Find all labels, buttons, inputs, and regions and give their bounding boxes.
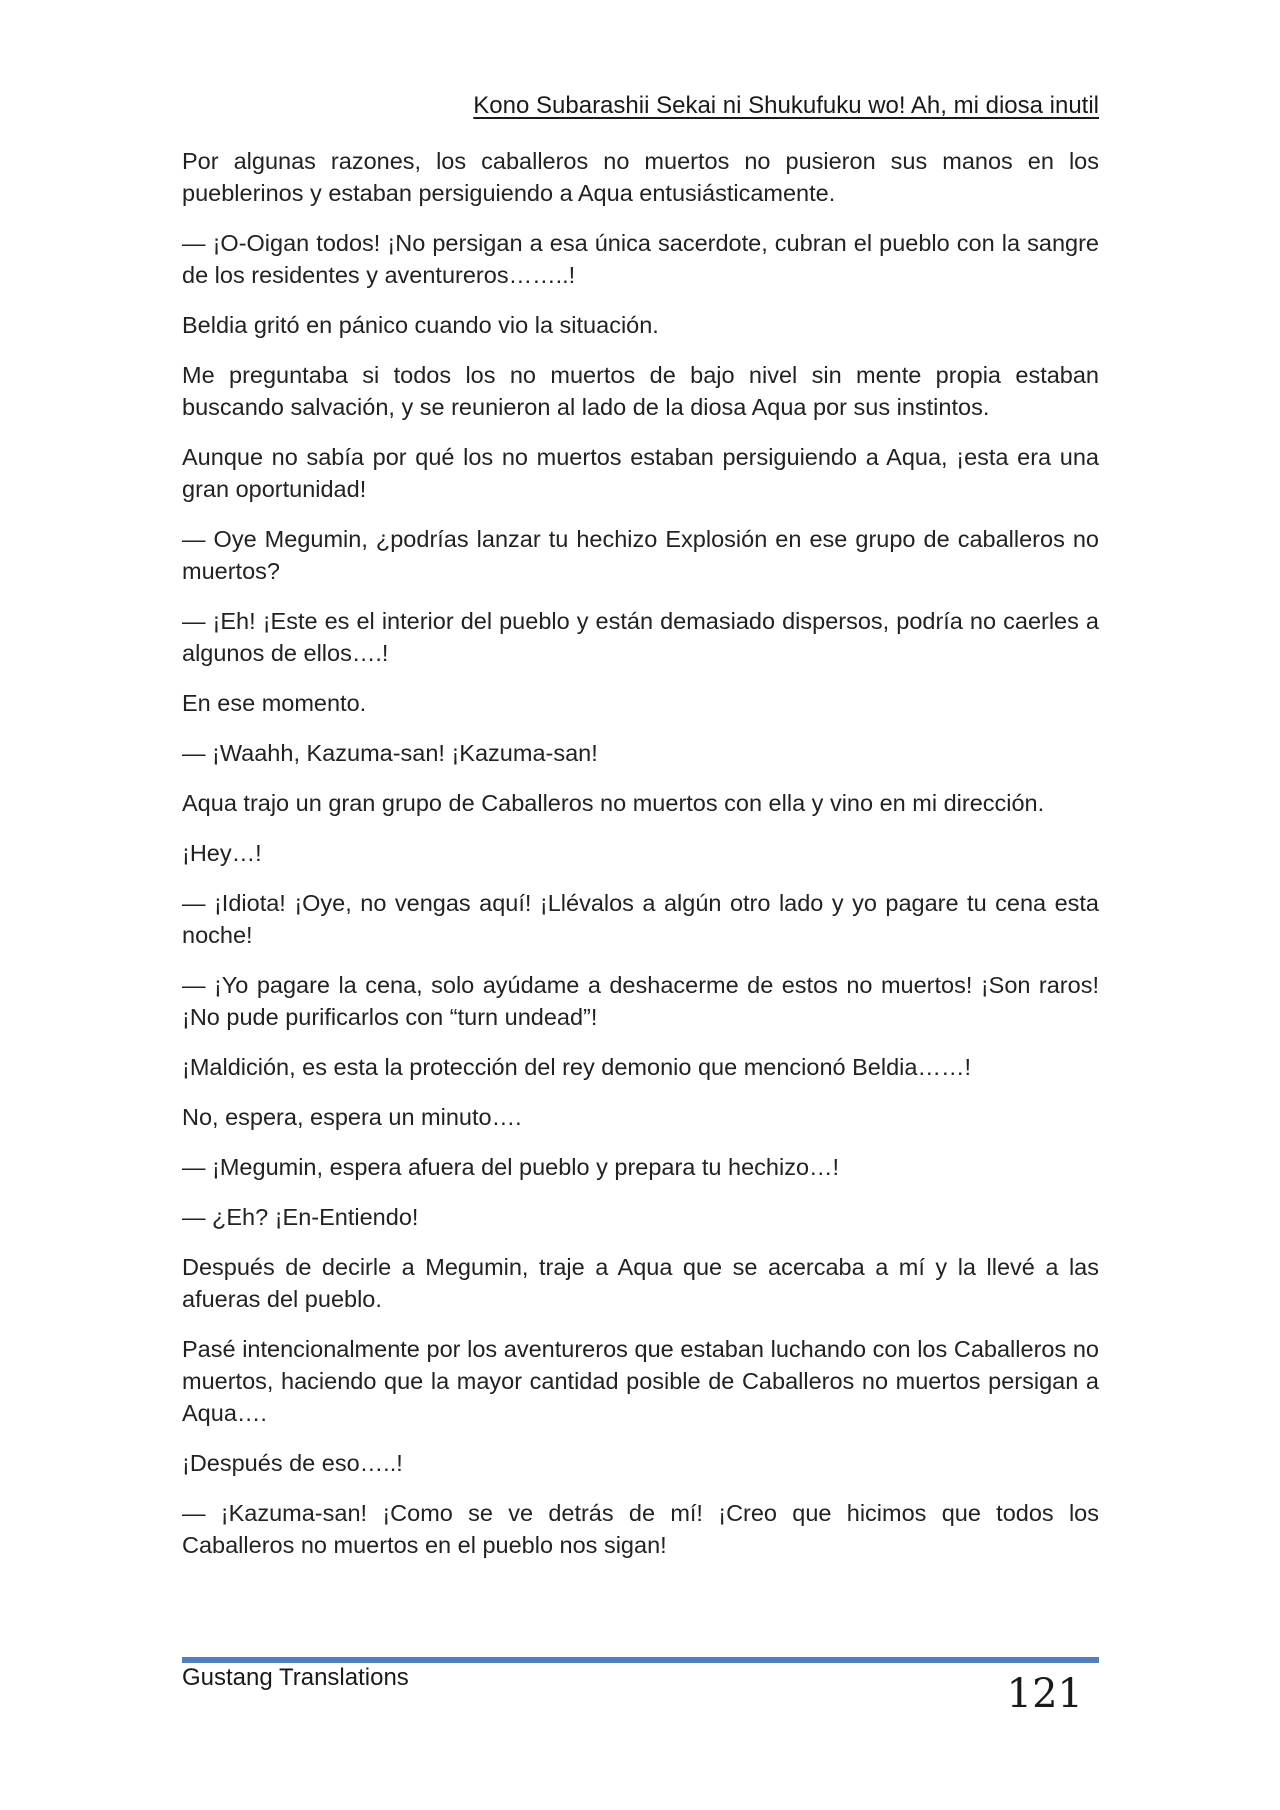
paragraph: Después de decirle a Megumin, traje a Aqua que se acercaba a mí y la llevé a las afueras del pueblo. <box>182 1254 1099 1312</box>
paragraph: — ¡O-Oigan todos! ¡No persigan a esa única sacerdote, cubran el pueblo con la sangre de los residentes y aventureros……..! <box>182 230 1099 288</box>
paragraph: — ¡Eh! ¡Este es el interior del pueblo y están demasiado dispersos, podría no caerles a algunos de ellos….! <box>182 608 1099 666</box>
paragraph: Beldia gritó en pánico cuando vio la situación. <box>182 312 659 338</box>
page-header-title: Kono Subarashii Sekai ni Shukufuku wo! Ah, mi diosa inutil <box>473 92 1099 119</box>
paragraph: — ¡Idiota! ¡Oye, no vengas aquí! ¡Llévalos a algún otro lado y yo pagare tu cena esta noche! <box>182 890 1099 948</box>
paragraph: Me preguntaba si todos los no muertos de bajo nivel sin mente propia estaban buscando salvación, y se reunieron al lado de la diosa Aqua por sus instintos. <box>182 362 1099 420</box>
paragraph: — Oye Megumin, ¿podrías lanzar tu hechizo Explosión en ese grupo de caballeros no muertos? <box>182 526 1099 584</box>
paragraph: Por algunas razones, los caballeros no muertos no pusieron sus manos en los pueblerinos y estaban persiguiendo a Aqua entusiásticamente. <box>182 148 1099 206</box>
paragraph: No, espera, espera un minuto…. <box>182 1104 522 1130</box>
paragraph: — ¡Yo pagare la cena, solo ayúdame a deshacerme de estos no muertos! ¡Son raros! ¡No pude purificarlos con “turn undead”! <box>182 972 1099 1030</box>
paragraph: ¡Después de eso…..! <box>182 1450 403 1476</box>
paragraph: — ¿Eh? ¡En-Entiendo! <box>182 1204 419 1230</box>
paragraph: Aunque no sabía por qué los no muertos estaban persiguiendo a Aqua, ¡esta era una gran oportunidad! <box>182 444 1099 502</box>
page-body <box>182 145 1099 1579</box>
footer-credit: Gustang Translations <box>182 1664 409 1691</box>
paragraph: — ¡Kazuma-san! ¡Como se ve detrás de mí! ¡Creo que hicimos que todos los Caballeros no muertos en el pueblo nos sigan! <box>182 1500 1099 1558</box>
paragraph: Aqua trajo un gran grupo de Caballeros no muertos con ella y vino en mi dirección. <box>182 790 1045 816</box>
paragraph: En ese momento. <box>182 690 367 716</box>
paragraph: ¡Hey…! <box>182 840 262 866</box>
paragraph: — ¡Megumin, espera afuera del pueblo y prepara tu hechizo…! <box>182 1154 840 1180</box>
paragraph: ¡Maldición, es esta la protección del rey demonio que mencionó Beldia……! <box>182 1054 971 1080</box>
paragraph: — ¡Waahh, Kazuma-san! ¡Kazuma-san! <box>182 740 598 766</box>
paragraph: Pasé intencionalmente por los aventureros que estaban luchando con los Caballeros no muertos, haciendo que la mayor cantidad posible de Caballeros no muertos persigan a Aqua…. <box>182 1336 1099 1426</box>
page-number: 121 <box>1006 1671 1083 1717</box>
